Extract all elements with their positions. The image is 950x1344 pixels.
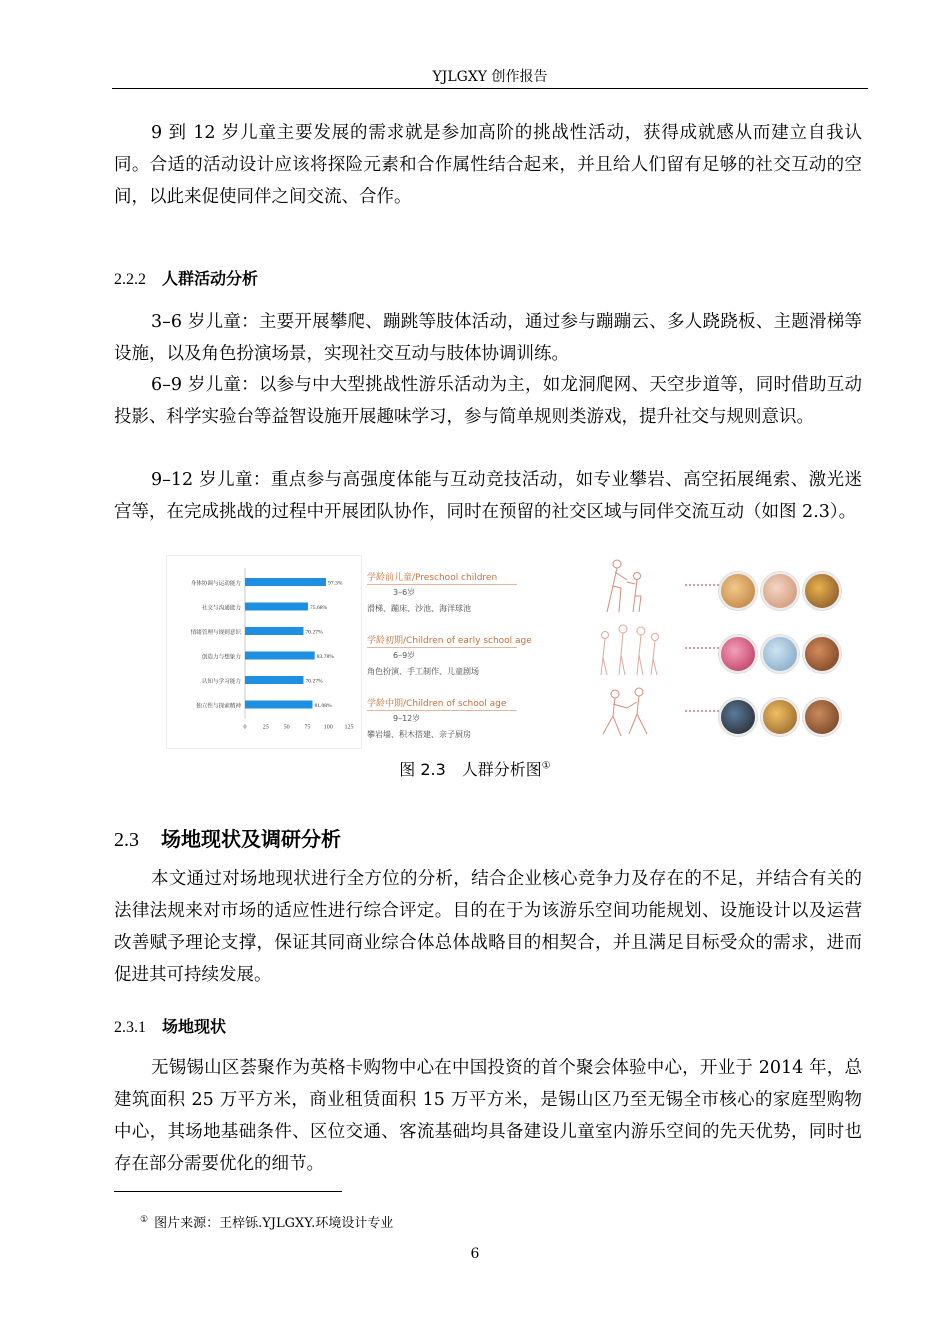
divider: [367, 710, 517, 711]
age-group-school: [365, 682, 847, 738]
chart-bar: [245, 676, 303, 684]
age-group-title: 学龄前儿童/Preschool children: [367, 573, 498, 583]
running-children-sketch-icon: [593, 684, 665, 740]
chart-tick-label: 50: [283, 724, 290, 731]
play-photo-icon: [761, 698, 799, 736]
chart-value-label: 70.27%: [305, 678, 323, 685]
age-groups-panel: [365, 556, 847, 748]
chart-bar: [245, 627, 303, 635]
age-group-early-school: [365, 619, 847, 675]
chart-category-label: 独立性与探索精神: [196, 703, 241, 710]
chart-bar: [245, 603, 308, 611]
play-photo-icon: [719, 635, 757, 673]
figure-caption: [0, 757, 950, 780]
heading-number: 2.2.2: [114, 271, 146, 288]
heading-text: 人群活动分析: [162, 269, 259, 288]
chart-bar: [245, 652, 315, 660]
chart-category-label: 身体协调与运动能力: [190, 581, 241, 587]
age-group-title: 学龄中期/Children of school age: [367, 699, 507, 709]
children-group-sketch-icon: [593, 621, 665, 677]
age-group-range: 3–6岁: [393, 588, 416, 597]
chart-value-label: 97.3%: [327, 580, 343, 587]
chart-tick-label: 100: [323, 724, 333, 731]
heading-2-2-2: [114, 266, 258, 289]
chart-category-label: 情绪管理与规则意识: [190, 630, 241, 636]
footnote-text: 图片来源：王梓铄.YJLGXY.环境设计专业: [154, 1216, 394, 1231]
chart-tick-label: 25: [262, 724, 269, 731]
running-header: YJLGXY 创作报告: [432, 69, 548, 85]
age-group-range: 6–9岁: [393, 651, 416, 660]
parent-child-sketch-icon: [593, 558, 665, 614]
heading-number: 2.3: [114, 829, 139, 851]
chart-category-label: 创造力与想象力: [201, 654, 241, 661]
chart-bar: [245, 701, 312, 709]
heading-2-3-1: [114, 1014, 226, 1037]
figure-caption-text: 图 2.3 人群分析图: [399, 760, 542, 779]
heading-text: 场地现状及调研分析: [161, 827, 341, 851]
footnote: [140, 1212, 393, 1231]
play-photo-icon: [803, 635, 841, 673]
age-group-preschool: [365, 556, 847, 612]
play-photo-icon: [761, 572, 799, 610]
footnote-ref: ①: [541, 760, 551, 772]
chart-tick-label: 125: [344, 724, 354, 731]
bar-chart: [167, 556, 361, 748]
header-rule: [112, 88, 868, 89]
chart-value-label: 70.27%: [305, 629, 323, 636]
paragraph-9-12: 9–12 岁儿童：重点参与高强度体能与互动竞技活动，如专业攀岩、高空拓展绳索、激光迷宫等，在完成挑战的过程中开展团队协作，同时在预留的社交区域与同伴交流互动（如图 2.3）。: [114, 470, 862, 522]
play-photo-icon: [719, 698, 757, 736]
play-photo-icon: [719, 572, 757, 610]
chart-value-label: 75.68%: [309, 605, 328, 611]
bar-chart-svg: [167, 556, 361, 748]
play-photo-icon: [803, 698, 841, 736]
heading-number: 2.3.1: [114, 1019, 146, 1036]
age-group-range: 9–12岁: [393, 714, 421, 723]
chart-value-label: 83.78%: [316, 654, 334, 660]
chart-bar: [245, 578, 326, 586]
heading-text: 场地现状: [162, 1017, 227, 1036]
chart-value-label: 81.08%: [314, 703, 332, 709]
paragraph-3-6: 3–6 岁儿童：主要开展攀爬、蹦跳等肢体活动，通过参与蹦蹦云、多人跷跷板、主题滑梯等设施，以及角色扮演场景，实现社交互动与肢体协调训练。: [114, 312, 862, 364]
heading-2-3: [114, 823, 341, 852]
page-number: 6: [470, 1246, 480, 1262]
play-photo-icon: [761, 635, 799, 673]
divider: [367, 647, 517, 648]
paragraph-6-9: 6–9 岁儿童：以参与中大型挑战性游乐活动为主，如龙洞爬网、天空步道等，同时借助互动投影、科学实验台等益智设施开展趣味学习，参与简单规则类游戏，提升社交与规则意识。: [114, 375, 862, 427]
age-group-activities: 滑梯、蹦床、沙池、海洋球池: [367, 604, 471, 613]
footnote-rule: [114, 1191, 342, 1192]
paragraph-9-12-needs: 9 到 12 岁儿童主要发展的需求就是参加高阶的挑战性活动，获得成就感从而建立自我认同。合适的活动设计应该将探险元素和合作属性结合起来，并且给人们留有足够的社交互动的空间，以此来促使同伴之间交流、合作。: [114, 123, 862, 207]
figure-crowd-analysis: [167, 556, 847, 748]
chart-category-label: 社交与沟通能力: [201, 605, 241, 612]
age-group-activities: 攀岩墙、积木搭建、亲子厨房: [367, 730, 471, 739]
chart-tick-label: 0: [243, 724, 247, 731]
paragraph-site-status: 无锡锡山区荟聚作为英格卡购物中心在中国投资的首个聚会体验中心，开业于 2014 年，总建筑面积 25 万平方米，商业租赁面积 15 万平方米，是锡山区乃至无锡全市核心的家庭型购物中心，其场地基础条件、区位交通、客流基础均具备建设儿童室内游乐空间的先天优势，同时也存在部分需要优化的细节。: [114, 1058, 862, 1174]
divider: [367, 584, 517, 585]
age-group-title: 学龄初期/Children of early school age: [367, 636, 532, 646]
paragraph-site-analysis: 本文通过对场地现状进行全方位的分析，结合企业核心竞争力及存在的不足，并结合有关的法律法规来对市场的适应性进行综合评定。目的在于为该游乐空间功能规划、设施设计以及运营改善赋予理论支撑，保证其同商业综合体总体战略目的相契合，并且满足目标受众的需求，进而促进其可持续发展。: [114, 869, 862, 985]
age-group-activities: 角色扮演、手工制作、儿童剧场: [367, 667, 479, 676]
chart-tick-label: 75: [304, 724, 311, 731]
play-photo-icon: [803, 572, 841, 610]
chart-category-label: 认知与学习能力: [201, 679, 241, 685]
footnote-mark: ①: [140, 1214, 149, 1225]
